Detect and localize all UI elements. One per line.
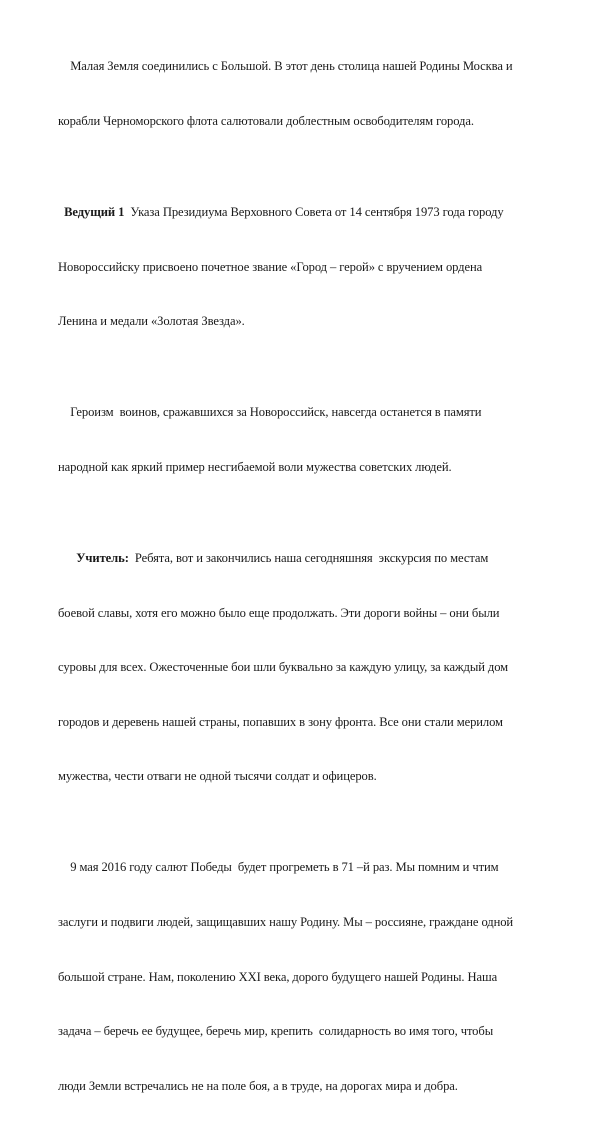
- paragraph-9-maya: [58, 822, 573, 1131]
- text-line: мужества, чести отваги не одной тысячи солдат и офицеров.: [58, 769, 377, 784]
- text-line: большой стране. Нам, поколению XXI века, дорого будущего нашей Родины. Наша: [58, 969, 498, 984]
- text-line: Новороссийску присвоено почетное звание «Город – герой» с вручением ордена: [58, 259, 483, 274]
- text-line: суровы для всех. Ожесточенные бои шли буквально за каждую улицу, за каждый дом: [58, 660, 509, 675]
- text-line: люди Земли встречались не на поле боя, а в труде, на дорогах мира и добра.: [58, 1078, 458, 1093]
- text-line: боевой славы, хотя его можно было еще продолжать. Эти дороги войны – они были: [58, 605, 500, 620]
- speaker-label: Учитель:: [58, 550, 129, 565]
- text-line: Героизм воинов, сражавшихся за Новороссийск, навсегда останется в памяти: [58, 405, 482, 420]
- text-line: задача – беречь ее будущее, беречь мир, крепить солидарность во имя того, чтобы: [58, 1024, 494, 1039]
- text-line: народной как яркий пример несгибаемой воли мужества советских людей.: [58, 459, 452, 474]
- document-body: [58, 21, 573, 1131]
- text-line: Малая Земля соединились с Большой. В этот день столица нашей Родины Москва и: [58, 59, 513, 74]
- text-line: Ленина и медали «Золотая Звезда».: [58, 314, 245, 329]
- speaker-label: Ведущий 1: [58, 205, 125, 220]
- text-line: [58, 203, 573, 221]
- paragraph-vedushchiy-1: [58, 167, 573, 367]
- text-line: [58, 549, 573, 567]
- text-fragment: Указа Президиума Верховного Совета от 14 сентября 1973 года городу: [124, 205, 504, 220]
- text-line: заслуги и подвиги людей, защищавших нашу Родину. Мы – россияне, граждане одной: [58, 914, 514, 929]
- paragraph-malaya-zemlya: [58, 21, 573, 167]
- text-line: городов и деревень нашей страны, попавших в зону фронта. Все они стали мерилом: [58, 714, 503, 729]
- paragraph-geroizm: [58, 367, 573, 513]
- text-line: корабли Черноморского флота салютовали доблестным освободителям города.: [58, 114, 474, 129]
- paragraph-uchitel: [58, 512, 573, 821]
- text-fragment: Ребята, вот и закончились наша сегодняшняя экскурсия по местам: [128, 550, 489, 565]
- text-line: 9 мая 2016 году салют Победы будет прогреметь в 71 –й раз. Мы помним и чтим: [58, 860, 499, 875]
